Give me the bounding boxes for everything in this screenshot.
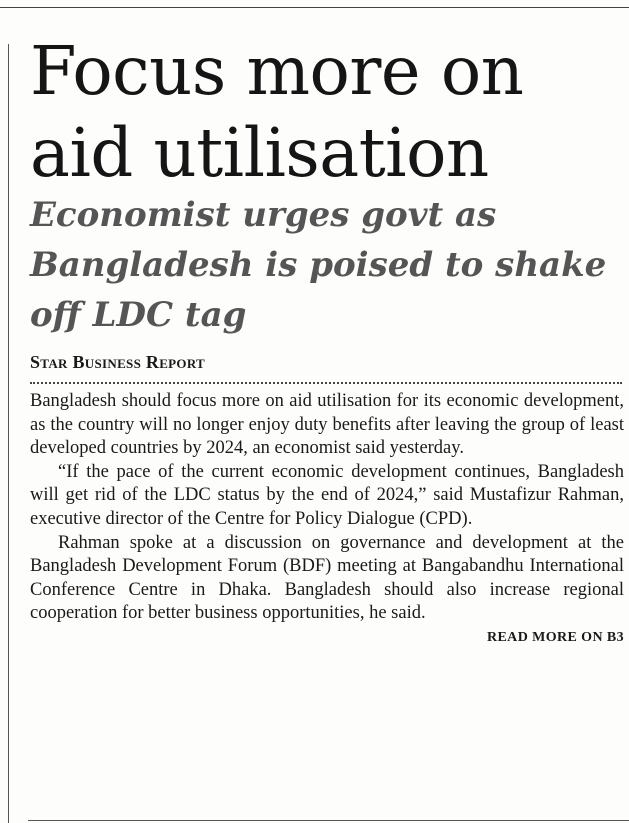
headline: Focus more on aid utilisation [30, 32, 524, 192]
bottom-rule [28, 820, 629, 821]
dotted-divider [30, 382, 622, 384]
left-column-rule [8, 44, 9, 823]
read-more-jump[interactable]: READ MORE ON B3 [486, 629, 624, 645]
news-article [30, 30, 624, 646]
byline: Star Business Report [30, 352, 206, 372]
paragraph-3: Rahman spoke at a discussion on governance and development at the Bangladesh Development Forum (BDF) meeting at Bangabandhu International Conference Centre in Dhaka. Bangladesh should also increase regional cooperation for better business opportunities, he said. [30, 532, 624, 624]
top-rule [0, 7, 629, 8]
article-body [30, 390, 624, 626]
paragraph-2: “If the pace of the current economic development continues, Bangladesh will get rid of the LDC status by the end of 2024,” said Mustafizur Rahman, executive director of the Centre for Policy Dialogue (CPD). [30, 461, 624, 529]
subheadline: Economist urges govt as Bangladesh is poised to shake off LDC tag [30, 195, 607, 335]
paragraph-1: Bangladesh should focus more on aid utilisation for its economic development, as the country will no longer enjoy duty benefits after leaving the group of least developed countries by 2024, an economist said yesterday. [30, 391, 624, 459]
